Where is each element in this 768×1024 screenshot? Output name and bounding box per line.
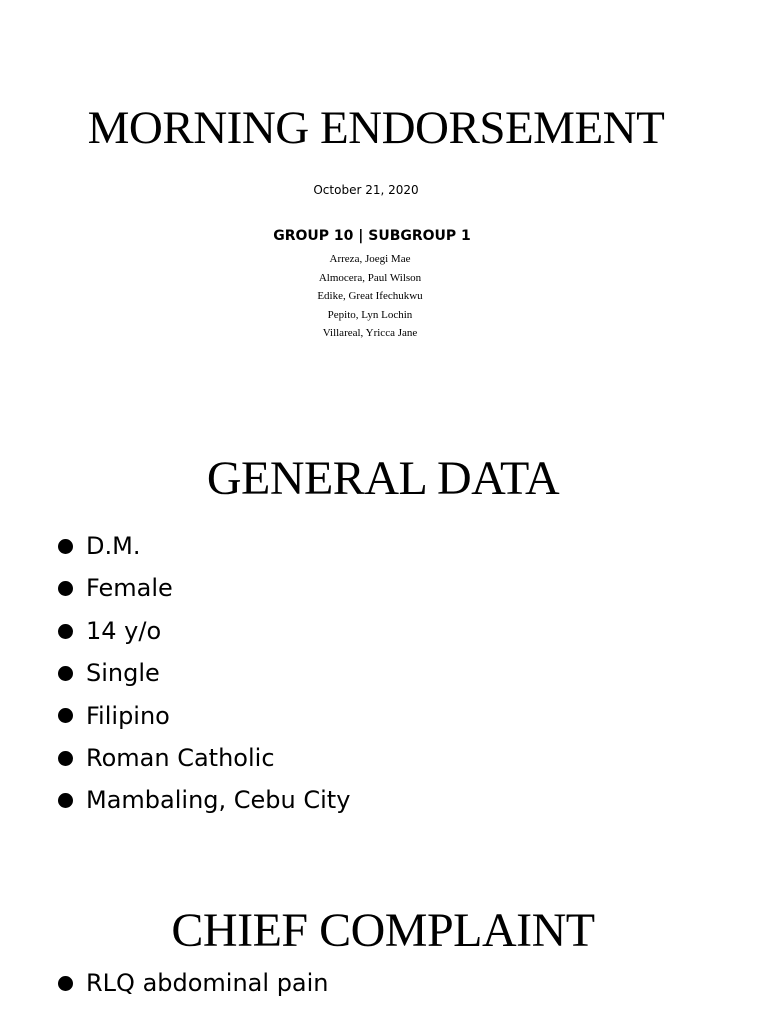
member-list (0, 250, 740, 343)
list-item-text: Single (86, 659, 160, 688)
document-title: MORNING ENDORSEMENT (87, 102, 665, 154)
bullet-dot-icon (58, 666, 73, 681)
bullet-dot-icon (58, 708, 73, 723)
list-item (58, 962, 329, 1004)
bullet-dot-icon (58, 581, 73, 596)
list-item-text: Roman Catholic (86, 744, 275, 773)
list-item (58, 695, 350, 737)
list-item (58, 525, 350, 567)
bullet-dot-icon (58, 624, 73, 639)
bullet-dot-icon (58, 539, 73, 554)
member-name: Edike, Great Ifechukwu (317, 290, 423, 302)
document-date: October 21, 2020 (313, 183, 419, 197)
list-item-text: RLQ abdominal pain (86, 969, 329, 997)
group-heading: GROUP 10 | SUBGROUP 1 (273, 228, 471, 244)
list-item-text: Filipino (86, 701, 170, 730)
list-item (58, 567, 350, 609)
general-data-title: GENERAL DATA (206, 452, 560, 505)
list-item-text: Female (86, 574, 173, 603)
member-name: Arreza, Joegi Mae (329, 253, 411, 265)
list-item (58, 610, 350, 652)
list-item-text: 14 y/o (86, 616, 162, 645)
list-item (58, 737, 350, 779)
bullet-dot-icon (58, 793, 73, 808)
list-item (58, 652, 350, 694)
member-name: Villareal, Yricca Jane (322, 327, 418, 339)
list-item-text: Mambaling, Cebu City (86, 786, 351, 815)
general-data-list (58, 525, 350, 822)
bullet-dot-icon (58, 751, 73, 766)
bullet-dot-icon (58, 976, 73, 991)
chief-complaint-title: CHIEF COMPLAINT (171, 904, 595, 957)
list-item-text: D.M. (86, 532, 141, 560)
member-name: Almocera, Paul Wilson (318, 271, 422, 284)
chief-complaint-list (58, 962, 329, 1004)
list-item (58, 779, 350, 821)
member-name: Pepito, Lyn Lochin (327, 308, 413, 321)
